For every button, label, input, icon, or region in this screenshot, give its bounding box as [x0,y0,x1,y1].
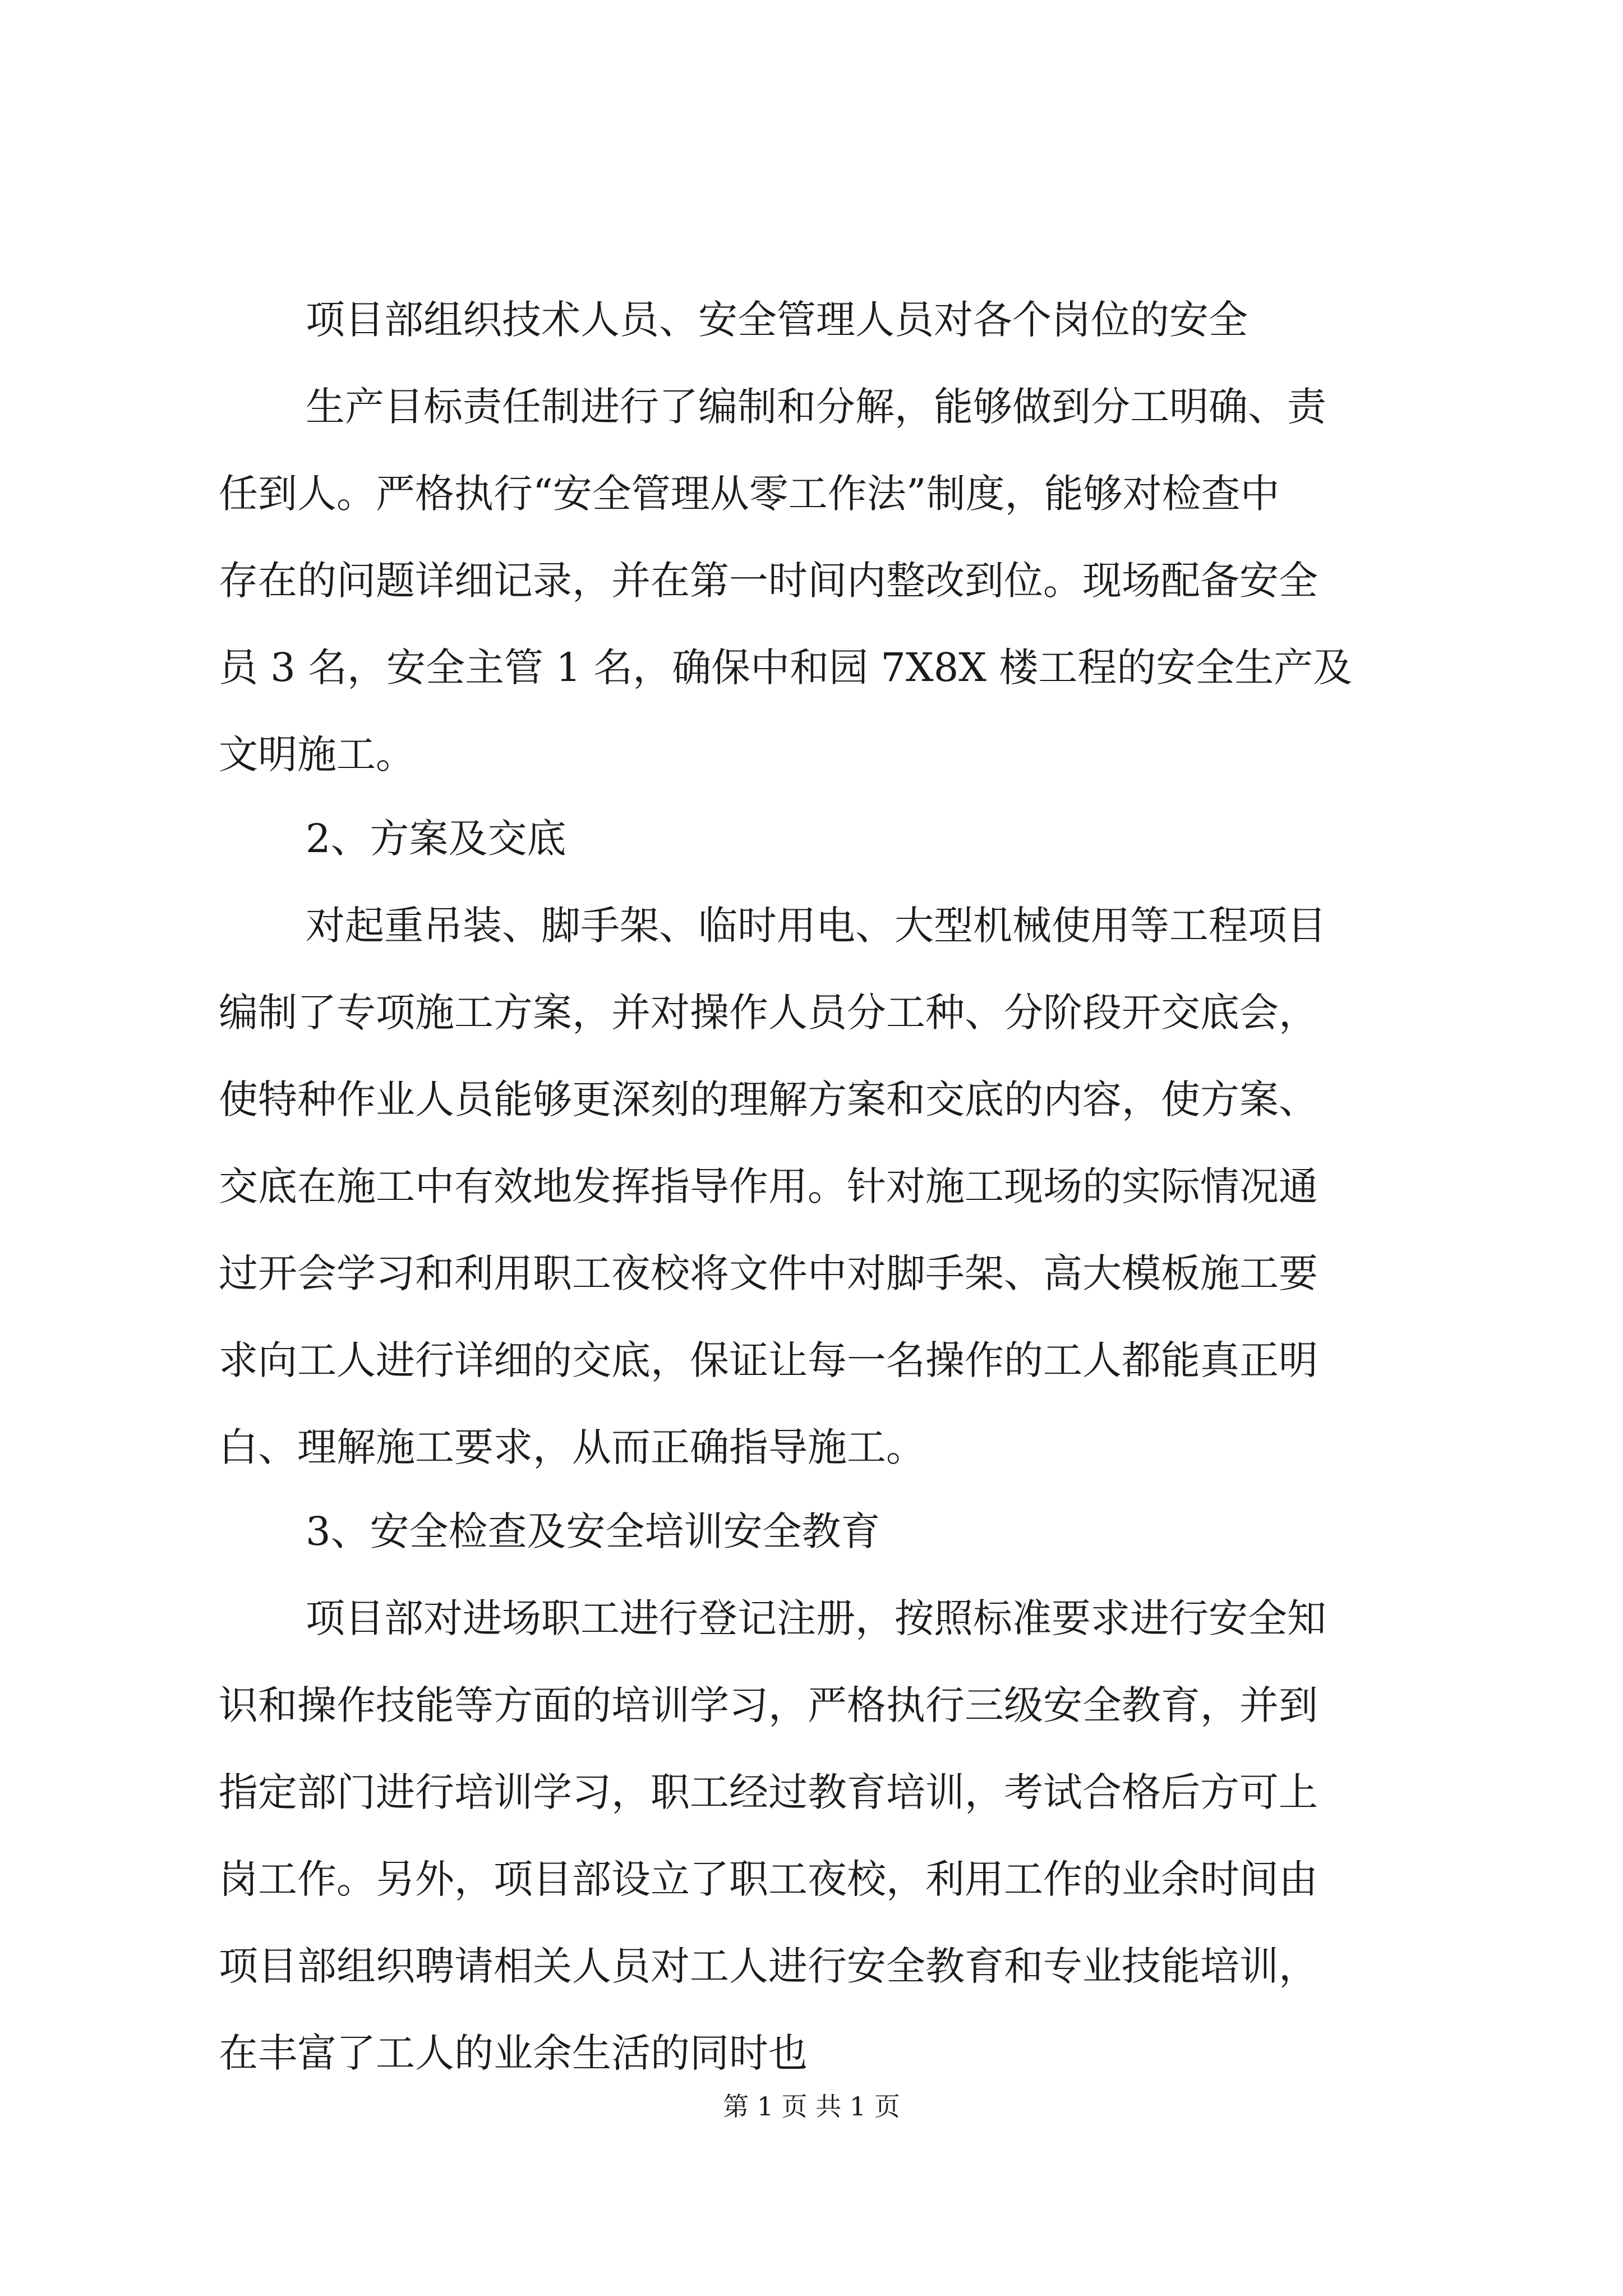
paragraph-line: 任到人。严格执行“安全管理从零工作法”制度，能够对检查中 [219,471,1280,517]
paragraph-line: 编制了专项施工方案，并对操作人员分工种、分阶段开交底会， [219,990,1318,1036]
paragraph-line: 过开会学习和利用职工夜校将文件中对脚手架、高大模板施工要 [219,1250,1318,1296]
paragraph-line: 文明施工。 [219,731,415,777]
paragraph-line: 岗工作。另外，项目部设立了职工夜校，利用工作的业余时间由 [219,1856,1318,1902]
paragraph-line: 项目部组织聘请相关人员对工人进行安全教育和专业技能培训， [219,1943,1318,1989]
section-heading: 3、安全检查及安全培训安全教育 [306,1508,880,1554]
paragraph-line: 使特种作业人员能够更深刻的理解方案和交底的内容，使方案、 [219,1076,1318,1122]
paragraph-line: 生产目标责任制进行了编制和分解，能够做到分工明确、责 [306,384,1326,430]
paragraph-line: 员 3 名，安全主管 1 名，确保中和园 7X8X 楼工程的安全生产及 [219,645,1353,691]
paragraph-line: 项目部对进场职工进行登记注册，按照标准要求进行安全知 [306,1595,1326,1641]
paragraph-line: 白、理解施工要求，从而正确指导施工。 [219,1424,925,1470]
paragraph-line: 对起重吊装、脚手架、临时用电、大型机械使用等工程项目 [306,903,1326,949]
paragraph-line: 存在的问题详细记录，并在第一时间内整改到位。现场配备安全 [219,558,1318,604]
paragraph-line: 在丰富了工人的业余生活的同时也 [219,2030,808,2076]
page-footer: 第 1 页 共 1 页 [723,2091,900,2122]
paragraph-line: 指定部门进行培训学习，职工经过教育培训，考试合格后方可上 [219,1769,1318,1815]
paragraph-line: 交底在施工中有效地发挥指导作用。针对施工现场的实际情况通 [219,1163,1318,1209]
paragraph-line: 求向工人进行详细的交底，保证让每一名操作的工人都能真正明 [219,1337,1318,1383]
paragraph-line: 项目部组织技术人员、安全管理人员对各个岗位的安全 [306,297,1248,343]
section-heading: 2、方案及交底 [306,816,566,862]
paragraph-line: 识和操作技能等方面的培训学习，严格执行三级安全教育，并到 [219,1682,1318,1728]
